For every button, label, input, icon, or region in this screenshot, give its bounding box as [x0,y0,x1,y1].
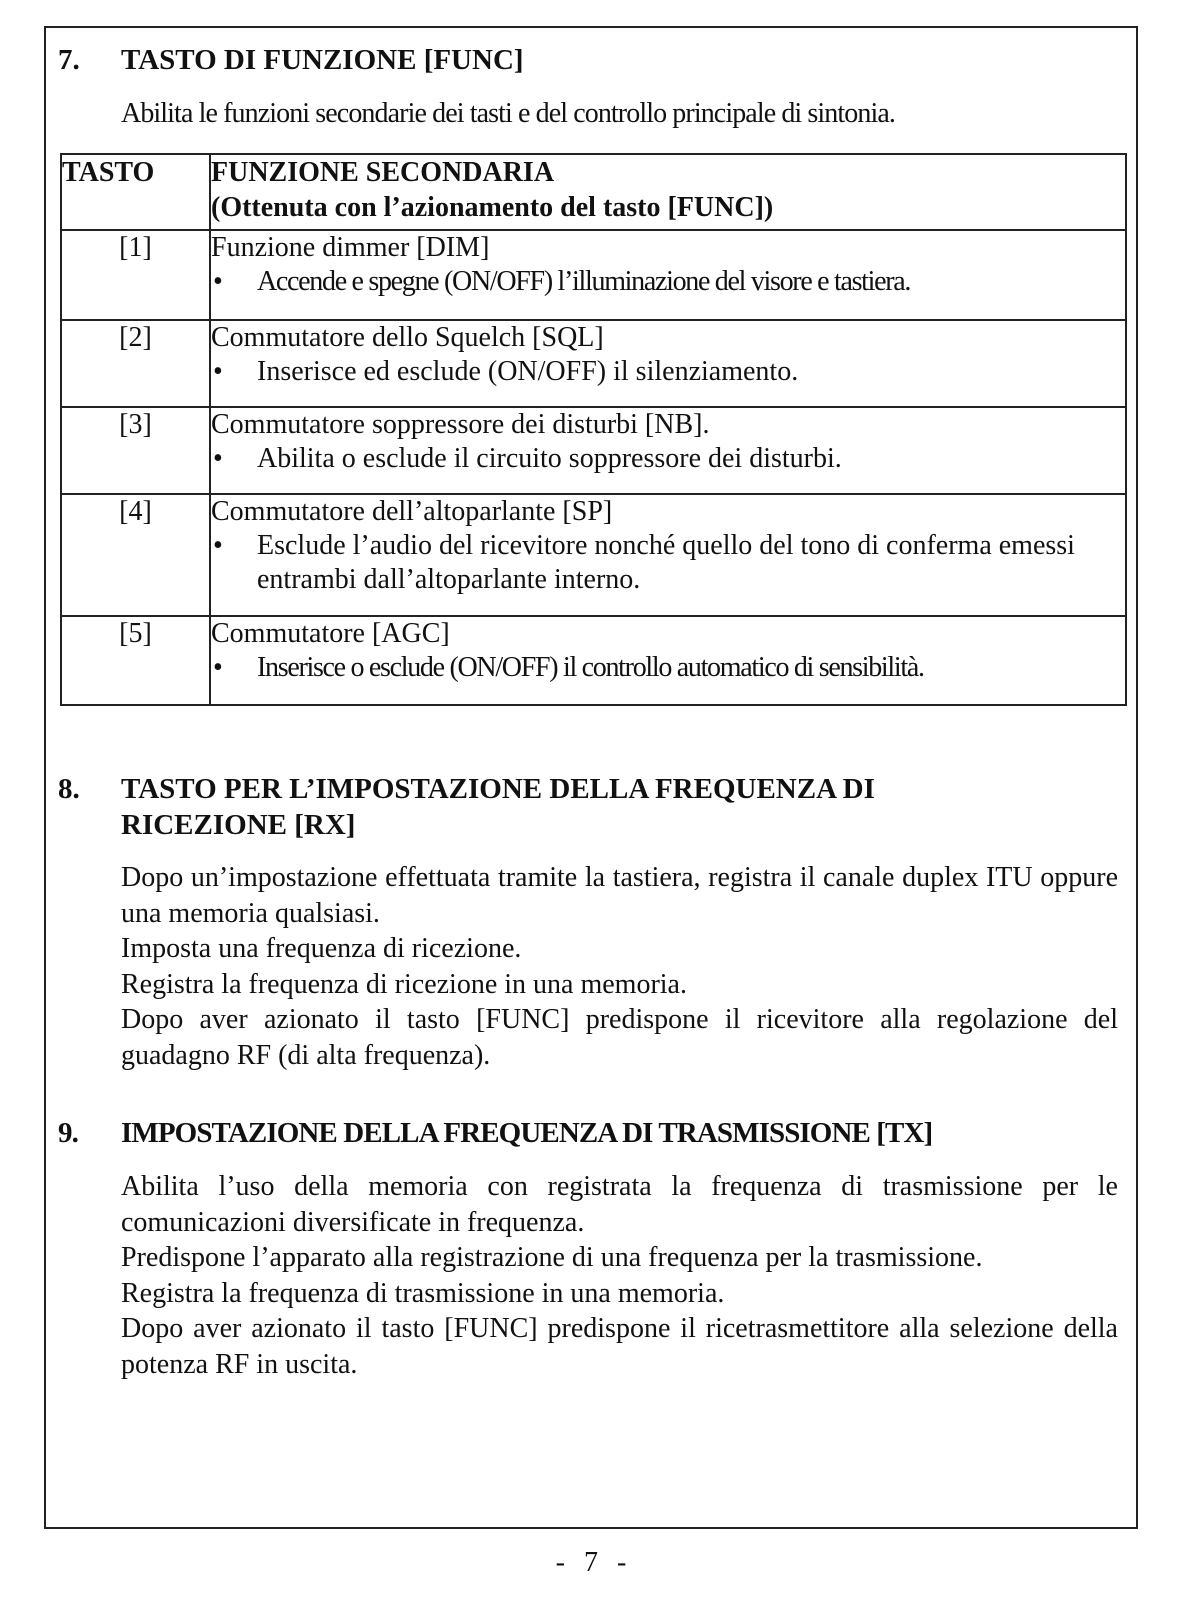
section-9-paragraph: Abilita l’uso della memoria con registrata la frequenza di trasmissione per le comunicazioni diversificate in frequenza. [121,1171,1118,1238]
bullet-icon: • [213,266,223,297]
function-bullet [211,442,1125,476]
section-8-heading [58,771,1118,843]
header-funzione-line1: FUNZIONE SECONDARIA [211,157,555,188]
header-funzione-line2: (Ottenuta con l’azionamento del tasto [FUNC]) [211,192,774,223]
bullet-icon: • [213,443,223,474]
function-name: Commutatore soppressore dei disturbi [NB]. [211,409,710,440]
section-9-heading [58,1115,1128,1151]
section-7-heading [58,42,1118,78]
section-8-paragraph: Registra la frequenza di ricezione in una memoria. [121,968,687,1000]
bullet-text: Esclude l’audio del ricevitore nonché quello del tono di conferma emessi entrambi dall’altoparlante interno. [257,530,1075,595]
function-cell [210,230,1126,320]
bullet-icon: • [213,530,223,561]
table-row [61,616,1126,705]
secondary-functions-table [60,153,1127,706]
section-8-number: 8. [58,773,80,805]
table-header-row [61,154,1126,230]
function-name: Commutatore dello Squelch [SQL] [211,322,604,353]
section-8-paragraph: Imposta una frequenza di ricezione. [121,933,522,964]
function-bullet [211,355,1125,389]
table-row [61,230,1126,320]
function-bullet [211,265,1125,299]
table-row [61,320,1126,407]
key-cell: [4] [61,494,210,616]
function-name: Funzione dimmer [DIM] [211,232,490,263]
function-name: Commutatore [AGC] [211,618,450,649]
function-cell [210,407,1126,494]
function-cell [210,320,1126,407]
section-8-title-line2: RICEZIONE [RX] [121,809,356,841]
function-name: Commutatore dell’altoparlante [SP] [211,496,613,527]
key-cell: [3] [61,407,210,494]
section-9-paragraph: Predispone l’apparato alla registrazione di una frequenza per la trasmissione. [121,1242,983,1273]
header-funzione [210,154,1126,230]
section-8-paragraph: Dopo un’impostazione effettuata tramite la tastiera, registra il canale duplex ITU oppure una memoria qualsiasi. [121,862,1118,929]
key-cell: [1] [61,230,210,320]
section-7-description [121,96,1121,132]
function-cell [210,616,1126,705]
section-7-title: TASTO DI FUNZIONE [FUNC] [121,44,524,76]
table-row [61,494,1126,616]
page-number: - 7 - [555,1547,633,1578]
section-8-title-line1: TASTO PER L’IMPOSTAZIONE DELLA FREQUENZA DI [121,773,875,805]
section-9-paragraph: Dopo aver azionato il tasto [FUNC] predispone il ricetrasmettitore alla selezione della potenza RF in uscita. [121,1313,1118,1380]
bullet-text: Inserisce ed esclude (ON/OFF) il silenziamento. [257,356,799,387]
section-9-title: IMPOSTAZIONE DELLA FREQUENZA DI TRASMISSIONE [TX] [121,1117,933,1149]
section-9-body [121,1169,1118,1382]
section-8-paragraph: Dopo aver azionato il tasto [FUNC] predispone il ricevitore alla regolazione del guadagno RF (di alta frequenza). [121,1004,1118,1071]
section-8-body [121,860,1118,1073]
function-cell [210,494,1126,616]
section-9-paragraph: Registra la frequenza di trasmissione in una memoria. [121,1277,725,1309]
key-cell: [2] [61,320,210,407]
function-bullet [211,651,1125,685]
section-9-number: 9. [58,1117,78,1149]
bullet-text: Inserisce o esclude (ON/OFF) il controllo automatico di sensibilità. [257,652,924,683]
bullet-icon: • [213,652,223,683]
bullet-icon: • [213,356,223,387]
bullet-text: Accende e spegne (ON/OFF) l’illuminazione del visore e tastiera. [257,266,911,297]
section-8-title [121,771,875,843]
bullet-text: Abilita o esclude il circuito soppressore dei disturbi. [257,443,842,474]
table-row [61,407,1126,494]
header-tasto: TASTO [61,154,210,230]
section-7-number: 7. [58,44,80,76]
function-bullet [211,529,1125,597]
section-7-description-text: Abilita le funzioni secondarie dei tasti e del controllo principale di sintonia. [121,98,895,129]
key-cell: [5] [61,616,210,705]
